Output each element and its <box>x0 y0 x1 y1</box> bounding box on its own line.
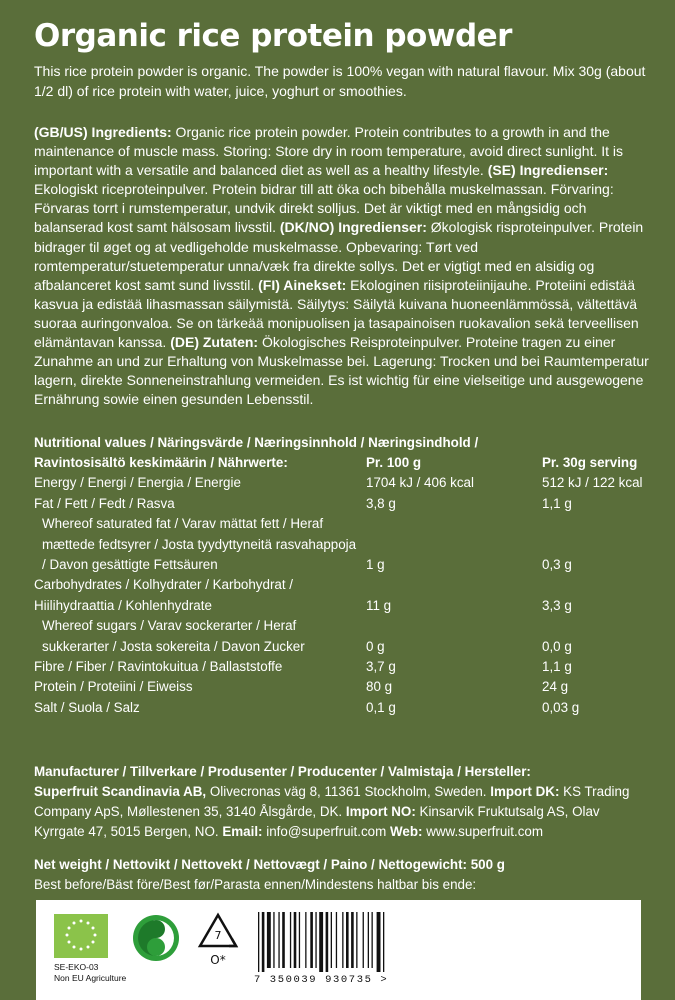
nutrition-value-100g: 1704 kJ / 406 kcal <box>366 475 474 491</box>
barcode-bar <box>273 912 274 968</box>
nutrition-heading: Nutritional values / Näringsvärde / Næringsinnhold / Næringsindhold / <box>34 435 479 450</box>
nutrition-row <box>34 698 649 718</box>
nutrition-col-per-serving: Pr. 30g serving <box>542 455 638 470</box>
barcode-bar <box>310 912 313 968</box>
barcode-bar <box>278 912 279 968</box>
barcode-bar <box>282 912 285 968</box>
nutrition-row <box>34 616 649 657</box>
barcode-bar <box>326 912 329 972</box>
eu-agri-text: Non EU Agriculture <box>54 973 127 983</box>
ingredients-dk-label: (DK/NO) Ingredienser: <box>279 219 427 236</box>
nutrition-value-100g: 0,1 g <box>366 699 396 715</box>
nutrition-label: Carbohydrates / Kolhydrater / Karbohydrat / Hiilihydraattia / Kohlenhydrate <box>34 577 294 613</box>
nutrition-label: Energy / Energi / Energia / Energie <box>34 475 241 491</box>
ingredients-dk-text: Økologisk risproteinpulver. Protein bidrager til øget og at vedligeholde muskelmasse. Opbevaring: Tørt ved romtemperatur/stuetemperatur unna/væk fra direkte sollys. Det er vigtigt med en alsidig og afbalanceret kost samt sund livsstil. <box>34 219 644 293</box>
eu-code-text: SE-EKO-03 <box>54 962 99 972</box>
manufacturer-block <box>34 762 649 842</box>
barcode-bar <box>305 912 306 968</box>
import-no-text: Kinsarvik Fruktutsalg AS, Olav Kyrrgate 47, 5015 Bergen, NO. <box>34 804 600 839</box>
manufacturer-details <box>34 782 649 842</box>
barcode-bar <box>315 912 316 968</box>
nutrition-row <box>34 514 649 575</box>
import-dk-text: KS Trading Company ApS, Møllestenen 35, 3140 Ålsgårde, DK. <box>34 784 630 819</box>
ingredients-block <box>34 123 649 409</box>
nutrition-row <box>34 473 649 493</box>
nutrition-label: Fibre / Fiber / Ravintokuitua / Ballaststoffe <box>34 659 283 675</box>
import-no-label: Import NO: <box>345 804 416 819</box>
web-label: Web: <box>389 824 423 839</box>
web-text: www.superfruit.com <box>422 824 544 839</box>
nutrition-value-100g: 3,7 g <box>366 659 396 675</box>
barcode-bar <box>363 912 364 968</box>
nutrition-value-serving: 3,3 g <box>542 597 572 613</box>
barcode-bar <box>299 912 300 968</box>
nutrition-row <box>34 575 649 616</box>
nutrition-col-per-100g: Pr. 100 g <box>366 455 422 470</box>
barcode-bar <box>258 912 259 972</box>
barcode-bar <box>342 912 343 968</box>
barcode-bar <box>356 912 357 968</box>
ingredients-fi-text: Ekologinen riisiproteiinijauhe. Proteiini edistää kasvua ja edistää lihasmassan säilymistä. Säilytys: Säilytä kuivana huoneenlämmössä, vältettävä suoraa auringonvaloa. Se on tärkeää monipuolisen ja tasapainoisen ruokavalion sekä terveellisen elämäntavan kanssa. <box>34 276 639 351</box>
recycle-code: O* <box>210 953 226 967</box>
certification-strip <box>36 900 641 1000</box>
nutrition-label: Protein / Proteiini / Eiweiss <box>34 679 193 695</box>
ingredients-se-text: Ekologiskt riceproteinpulver. Protein bidrar till att öka och bibehålla muskelmassan. Förvaring: Förvaras torrt i rumstemperatur, undvik direkt solljus. Det är viktigt med en mångsidig och balanserad kost samt hälsosam livsstil. <box>34 181 614 236</box>
manufacturer-heading: Manufacturer / Tillverkare / Produsenter / Producenter / Valmistaja / Hersteller: <box>34 764 531 779</box>
barcode-icon <box>254 912 424 972</box>
nutrition-header-label: Ravintosisältö keskimäärin / Nährwerte: <box>34 455 288 470</box>
ingredients-se-label: (SE) Ingredienser: <box>487 162 609 179</box>
barcode-bar <box>346 912 349 968</box>
nutrition-value-serving: 1,1 g <box>542 659 572 675</box>
nutrition-value-100g: 0 g <box>366 638 385 654</box>
barcode-bar <box>267 912 271 968</box>
nutrition-value-100g: 11 g <box>366 597 392 613</box>
barcode-bar <box>294 912 297 968</box>
green-dot-recycling-icon <box>132 914 180 962</box>
email-label: Email: <box>222 824 263 839</box>
nutrition-table <box>34 433 649 718</box>
nutrition-label: Whereof saturated fat / Varav mättat fett / Heraf mættede fedtsyrer / Josta tyydyttyneitä rasvahappoja / Davon gesättigte Fettsäuren <box>42 516 357 573</box>
nutrition-value-serving: 512 kJ / 122 kcal <box>542 475 643 491</box>
nutrition-value-serving: 0,03 g <box>542 699 580 715</box>
best-before: Best before/Bäst före/Best før/Parasta ennen/Mindestens haltbar bis ende: <box>34 877 477 892</box>
nutrition-row <box>34 677 649 697</box>
ingredients-gb-label: (GB/US) Ingredients: <box>34 124 172 140</box>
product-intro: This rice protein powder is organic. The powder is 100% vegan with natural flavour. Mix 30g (about 1/2 dl) of rice protein with water, juice, yoghurt or smoothies. <box>34 63 646 99</box>
nutrition-row <box>34 657 649 677</box>
nutrition-label: Salt / Suola / Salz <box>34 699 140 715</box>
eu-organic-code <box>54 962 126 984</box>
net-weight: Net weight / Nettovikt / Nettovekt / Nettovægt / Paino / Nettogewicht: 500 g <box>34 857 505 872</box>
barcode-bar <box>319 912 323 972</box>
nutrition-row <box>34 494 649 514</box>
ingredients-de-text: Ökologisches Reisproteinpulver. Proteine tragen zu einer Zunahme an und zur Erhaltung von Muskelmasse bei. Lagerung: Trocken und bei Raumtemperatur lagern, direkte Sonneneinstrahlung vermeiden. Es ist wichtig für eine vielseitige und ausgewogene Ernährung sowie einen gesunden Lebensstil. <box>34 334 649 408</box>
ingredients-fi-label: (FI) Ainekset: <box>258 276 347 293</box>
barcode-bar <box>290 912 291 968</box>
nutrition-header-row <box>34 453 649 473</box>
barcode-bar <box>377 912 381 972</box>
nutrition-label: Whereof sugars / Varav sockerarter / Heraf sukkerarter / Josta sokereita / Davon Zucker <box>42 618 305 654</box>
barcode-bar <box>331 912 332 968</box>
barcode-bar <box>372 912 373 968</box>
barcode-number: 7 350039 930735 > <box>254 974 389 986</box>
product-title: Organic rice protein powder <box>34 18 512 54</box>
recycle-triangle-icon <box>196 912 240 968</box>
nutrition-label: Fat / Fett / Fedt / Rasva <box>34 495 175 511</box>
email-text: info@superfruit.com <box>262 824 390 839</box>
manufacturer-name: Superfruit Scandinavia AB, <box>34 784 207 799</box>
nutrition-value-serving: 1,1 g <box>542 495 572 511</box>
barcode-bar <box>262 912 265 972</box>
nutrition-value-serving: 24 g <box>542 679 569 695</box>
ingredients-de-label: (DE) Zutaten: <box>170 334 259 351</box>
weight-block <box>34 855 649 895</box>
eu-organic-leaf-icon <box>54 914 108 958</box>
barcode-bar <box>383 912 384 972</box>
nutrition-value-serving: 0,3 g <box>542 557 572 573</box>
nutrition-value-100g: 1 g <box>366 557 385 573</box>
barcode-bar <box>336 912 337 968</box>
nutrition-value-100g: 3,8 g <box>366 495 396 511</box>
recycle-number: 7 <box>214 929 222 942</box>
barcode-bar <box>368 912 369 968</box>
barcode-bar <box>351 912 354 968</box>
ingredients-gb-text: Organic rice protein powder. Protein contributes to a growth in and the maintenance of muscle mass. Storing: Store dry in room temperature, avoid direct sunlight. It is important with a versatile and balanced diet as well as a healthy lifestyle. <box>34 124 624 179</box>
import-dk-label: Import DK: <box>490 784 560 799</box>
nutrition-value-serving: 0,0 g <box>542 638 572 654</box>
manufacturer-address: Olivecronas väg 8, 11361 Stockholm, Sweden. <box>206 784 491 799</box>
nutrition-value-100g: 80 g <box>366 679 393 695</box>
